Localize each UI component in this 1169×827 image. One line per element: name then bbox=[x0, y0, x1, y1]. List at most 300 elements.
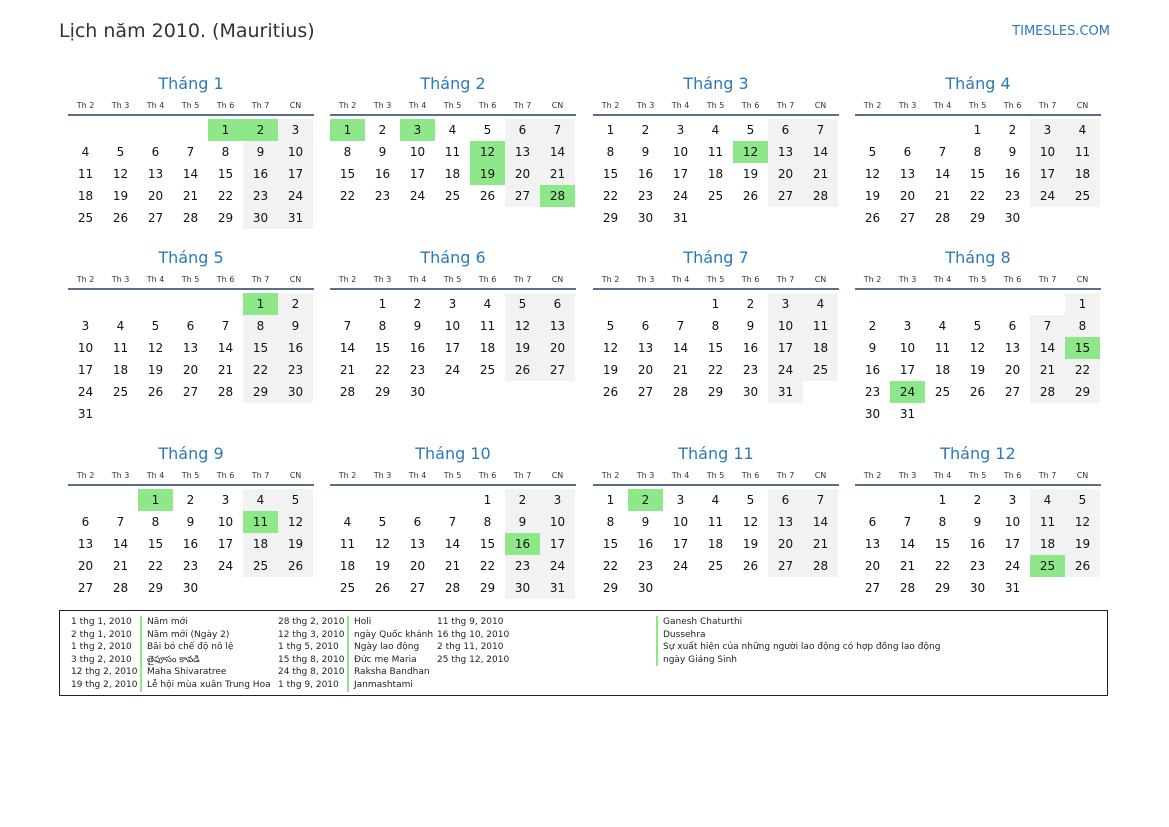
day-cell: 25 bbox=[339, 581, 356, 595]
weekday-label: CN bbox=[1076, 471, 1089, 480]
weekday-label: Th 4 bbox=[146, 275, 165, 284]
month-title: Tháng 8 bbox=[945, 248, 1011, 267]
day-cell: 6 bbox=[768, 489, 803, 511]
day-cell: 7 bbox=[540, 119, 575, 141]
day-cell: 28 bbox=[934, 211, 951, 225]
week-row bbox=[855, 403, 1101, 425]
day-cell: 31 bbox=[768, 381, 803, 403]
day-cell: 27 bbox=[637, 385, 654, 399]
day-cell: 18 bbox=[1030, 533, 1065, 555]
weekday-label: Th 6 bbox=[741, 101, 760, 110]
weekday-label: Th 5 bbox=[443, 101, 462, 110]
day-cell: 7 bbox=[116, 515, 125, 529]
day-cell: 15 bbox=[479, 537, 496, 551]
legend-date: 24 thg 8, 2010 bbox=[278, 667, 345, 678]
empty-cell bbox=[698, 577, 733, 599]
weekday-label: Th 7 bbox=[513, 471, 532, 480]
day-cell: 31 bbox=[672, 211, 689, 225]
day-cell: 20 bbox=[1004, 363, 1021, 377]
week-row bbox=[855, 119, 1101, 141]
day-cell: 16 bbox=[864, 363, 881, 377]
weekday-label: Th 2 bbox=[601, 471, 620, 480]
day-cell: 11 bbox=[77, 167, 94, 181]
weekday-label: Th 7 bbox=[1038, 275, 1057, 284]
day-cell: 15 bbox=[339, 167, 356, 181]
day-cell: 29 bbox=[707, 385, 724, 399]
holiday-day: 19 bbox=[470, 163, 505, 185]
day-cell: 1 bbox=[711, 297, 720, 311]
legend-date: 11 thg 9, 2010 bbox=[437, 617, 504, 627]
week-row bbox=[68, 555, 314, 577]
day-cell: 22 bbox=[602, 189, 619, 203]
day-cell: 29 bbox=[374, 385, 391, 399]
legend-column bbox=[71, 616, 271, 692]
day-cell: 9 bbox=[1008, 145, 1017, 159]
day-cell: 23 bbox=[278, 359, 313, 381]
weekday-header bbox=[593, 468, 839, 486]
week-row bbox=[68, 185, 314, 207]
day-cell: 23 bbox=[637, 559, 654, 573]
day-cell: 11 bbox=[339, 537, 356, 551]
weekday-label: Th 4 bbox=[408, 275, 427, 284]
day-cell: 27 bbox=[768, 555, 803, 577]
day-cell: 3 bbox=[676, 493, 685, 507]
weekday-label: Th 6 bbox=[216, 101, 235, 110]
weekday-label: Th 6 bbox=[478, 471, 497, 480]
week-row bbox=[593, 381, 839, 403]
day-cell: 28 bbox=[803, 185, 838, 207]
day-cell: 14 bbox=[339, 341, 356, 355]
legend-item bbox=[278, 641, 433, 654]
week-row bbox=[593, 163, 839, 185]
day-cell: 7 bbox=[221, 319, 230, 333]
day-cell: 3 bbox=[1030, 119, 1065, 141]
holiday-day: 15 bbox=[1065, 337, 1100, 359]
day-cell: 1 bbox=[378, 297, 387, 311]
weekday-label: Th 6 bbox=[478, 101, 497, 110]
day-cell: 3 bbox=[540, 489, 575, 511]
day-cell: 9 bbox=[378, 145, 387, 159]
month-title: Tháng 10 bbox=[415, 444, 491, 463]
empty-cell bbox=[173, 293, 208, 315]
day-cell: 10 bbox=[672, 145, 689, 159]
day-cell: 25 bbox=[707, 189, 724, 203]
weekday-label: Th 2 bbox=[601, 275, 620, 284]
day-cell: 1 bbox=[483, 493, 492, 507]
day-cell: 22 bbox=[969, 189, 986, 203]
day-cell: 3 bbox=[903, 319, 912, 333]
day-cell: 26 bbox=[602, 385, 619, 399]
weekday-label: Th 4 bbox=[408, 101, 427, 110]
day-cell: 20 bbox=[899, 189, 916, 203]
day-cell: 23 bbox=[969, 559, 986, 573]
day-cell: 12 bbox=[742, 515, 759, 529]
legend-date: 25 thg 12, 2010 bbox=[437, 654, 510, 665]
day-cell: 15 bbox=[602, 537, 619, 551]
day-cell: 24 bbox=[1004, 559, 1021, 573]
day-cell: 16 bbox=[243, 163, 278, 185]
legend-item bbox=[71, 666, 271, 679]
legend-holiday-name: Năm mới bbox=[140, 616, 188, 629]
empty-cell bbox=[278, 403, 313, 425]
weekday-header bbox=[855, 98, 1101, 116]
day-cell: 7 bbox=[938, 145, 947, 159]
day-cell: 4 bbox=[938, 319, 947, 333]
holiday-legend bbox=[59, 610, 1108, 696]
site-link[interactable]: TIMESLES.COM bbox=[1012, 24, 1110, 39]
legend-column bbox=[278, 616, 433, 692]
week-row bbox=[330, 315, 576, 337]
month-title: Tháng 4 bbox=[945, 74, 1011, 93]
weekday-label: Th 6 bbox=[1003, 101, 1022, 110]
day-cell: 17 bbox=[1004, 537, 1021, 551]
day-cell: 20 bbox=[147, 189, 164, 203]
legend-date: 1 thg 9, 2010 bbox=[278, 679, 339, 690]
week-row bbox=[593, 533, 839, 555]
weekday-label: Th 3 bbox=[898, 101, 917, 110]
legend-date: 15 thg 8, 2010 bbox=[278, 654, 345, 665]
month-block bbox=[593, 73, 839, 229]
day-cell: 27 bbox=[182, 385, 199, 399]
day-cell: 5 bbox=[278, 489, 313, 511]
day-cell: 20 bbox=[768, 163, 803, 185]
day-cell: 17 bbox=[672, 167, 689, 181]
day-cell: 5 bbox=[378, 515, 387, 529]
week-row bbox=[855, 489, 1101, 511]
weekday-label: Th 7 bbox=[513, 101, 532, 110]
week-row bbox=[855, 185, 1101, 207]
weekday-label: Th 5 bbox=[706, 471, 725, 480]
day-cell: 7 bbox=[803, 119, 838, 141]
day-cell: 31 bbox=[899, 407, 916, 421]
day-cell: 16 bbox=[374, 167, 391, 181]
week-row bbox=[855, 533, 1101, 555]
day-cell: 16 bbox=[1004, 167, 1021, 181]
legend-holiday-name: Bãi bỏ chế độ nô lệ bbox=[140, 641, 233, 654]
day-cell: 12 bbox=[278, 511, 313, 533]
weekday-header bbox=[68, 468, 314, 486]
day-cell: 3 bbox=[1008, 493, 1017, 507]
day-cell: 8 bbox=[711, 319, 720, 333]
weekday-label: Th 5 bbox=[181, 471, 200, 480]
week-row bbox=[68, 577, 314, 599]
day-cell: 30 bbox=[1004, 211, 1021, 225]
weekday-label: Th 2 bbox=[76, 101, 95, 110]
legend-item bbox=[71, 679, 271, 692]
empty-cell bbox=[733, 577, 768, 599]
day-cell: 25 bbox=[243, 555, 278, 577]
day-cell: 2 bbox=[1008, 123, 1017, 137]
weekday-label: Th 6 bbox=[1003, 471, 1022, 480]
day-cell: 6 bbox=[81, 515, 90, 529]
day-cell: 30 bbox=[243, 207, 278, 229]
week-row bbox=[330, 577, 576, 599]
weekday-label: Th 4 bbox=[671, 101, 690, 110]
day-cell: 6 bbox=[768, 119, 803, 141]
empty-cell bbox=[1030, 577, 1065, 599]
day-cell: 6 bbox=[540, 293, 575, 315]
empty-cell bbox=[400, 489, 435, 511]
day-cell: 26 bbox=[742, 189, 759, 203]
weekday-label: Th 3 bbox=[898, 275, 917, 284]
day-cell: 23 bbox=[742, 363, 759, 377]
weekday-label: Th 3 bbox=[636, 101, 655, 110]
day-cell: 6 bbox=[186, 319, 195, 333]
weekday-label: Th 5 bbox=[968, 275, 987, 284]
day-cell: 16 bbox=[409, 341, 426, 355]
weekday-label: Th 2 bbox=[338, 101, 357, 110]
weekday-header bbox=[68, 272, 314, 290]
day-cell: 4 bbox=[81, 145, 90, 159]
empty-cell bbox=[995, 293, 1030, 315]
day-cell: 20 bbox=[505, 163, 540, 185]
empty-cell bbox=[768, 207, 803, 229]
day-cell: 4 bbox=[803, 293, 838, 315]
day-cell: 14 bbox=[540, 141, 575, 163]
day-cell: 18 bbox=[1065, 163, 1100, 185]
day-cell: 5 bbox=[116, 145, 125, 159]
week-row bbox=[68, 315, 314, 337]
legend-item bbox=[437, 654, 940, 667]
empty-cell bbox=[855, 293, 890, 315]
week-row bbox=[330, 359, 576, 381]
day-cell: 19 bbox=[1065, 533, 1100, 555]
day-cell: 5 bbox=[868, 145, 877, 159]
day-cell: 13 bbox=[1004, 341, 1021, 355]
day-cell: 18 bbox=[243, 533, 278, 555]
month-title: Tháng 2 bbox=[420, 74, 486, 93]
empty-cell bbox=[173, 403, 208, 425]
day-cell: 7 bbox=[803, 489, 838, 511]
legend-date: 1 thg 5, 2010 bbox=[278, 642, 339, 653]
day-cell: 22 bbox=[934, 559, 951, 573]
weekday-label: Th 4 bbox=[146, 471, 165, 480]
day-cell: 17 bbox=[1030, 163, 1065, 185]
day-cell: 4 bbox=[1030, 489, 1065, 511]
legend-date: 28 thg 2, 2010 bbox=[278, 617, 345, 627]
legend-holiday-name: Dussehra bbox=[656, 629, 705, 642]
day-cell: 17 bbox=[444, 341, 461, 355]
day-cell: 30 bbox=[182, 581, 199, 595]
month-title: Tháng 6 bbox=[420, 248, 486, 267]
day-cell: 19 bbox=[864, 189, 881, 203]
month-block bbox=[593, 247, 839, 403]
legend-item bbox=[278, 616, 433, 629]
month-title: Tháng 5 bbox=[158, 248, 224, 267]
week-row bbox=[855, 555, 1101, 577]
day-cell: 11 bbox=[444, 145, 461, 159]
day-cell: 9 bbox=[505, 511, 540, 533]
empty-cell bbox=[803, 207, 838, 229]
weekday-label: CN bbox=[551, 101, 564, 110]
day-cell: 23 bbox=[374, 189, 391, 203]
day-cell: 13 bbox=[409, 537, 426, 551]
empty-cell bbox=[505, 381, 540, 403]
day-cell: 4 bbox=[116, 319, 125, 333]
legend-date: 2 thg 1, 2010 bbox=[71, 629, 132, 640]
day-cell: 27 bbox=[147, 211, 164, 225]
empty-cell bbox=[995, 403, 1030, 425]
day-cell: 25 bbox=[77, 211, 94, 225]
legend-item bbox=[278, 629, 433, 642]
day-cell: 26 bbox=[864, 211, 881, 225]
weekday-label: Th 5 bbox=[443, 471, 462, 480]
day-cell: 12 bbox=[505, 315, 540, 337]
day-cell: 2 bbox=[973, 493, 982, 507]
week-row bbox=[330, 511, 576, 533]
legend-date: 2 thg 11, 2010 bbox=[437, 642, 504, 653]
day-cell: 27 bbox=[1004, 385, 1021, 399]
holiday-day: 25 bbox=[1030, 555, 1065, 577]
day-cell: 25 bbox=[112, 385, 129, 399]
month-title: Tháng 12 bbox=[940, 444, 1016, 463]
legend-holiday-name: Đức mẹ Maria bbox=[347, 654, 417, 667]
day-cell: 10 bbox=[672, 515, 689, 529]
day-cell: 21 bbox=[112, 559, 129, 573]
legend-holiday-name: Maha Shivaratree bbox=[140, 666, 226, 679]
day-cell: 19 bbox=[602, 363, 619, 377]
day-cell: 4 bbox=[711, 493, 720, 507]
day-cell: 11 bbox=[479, 319, 496, 333]
week-row bbox=[68, 511, 314, 533]
legend-date: 1 thg 1, 2010 bbox=[71, 617, 132, 627]
day-cell: 19 bbox=[147, 363, 164, 377]
day-cell: 13 bbox=[637, 341, 654, 355]
day-cell: 22 bbox=[243, 359, 278, 381]
day-cell: 24 bbox=[672, 559, 689, 573]
holiday-day: 12 bbox=[733, 141, 768, 163]
empty-cell bbox=[628, 293, 663, 315]
empty-cell bbox=[138, 119, 173, 141]
day-cell: 21 bbox=[540, 163, 575, 185]
day-cell: 18 bbox=[339, 559, 356, 573]
day-cell: 29 bbox=[602, 211, 619, 225]
weekday-header bbox=[330, 272, 576, 290]
day-cell: 10 bbox=[77, 341, 94, 355]
empty-cell bbox=[173, 119, 208, 141]
day-cell: 21 bbox=[672, 363, 689, 377]
week-row bbox=[68, 359, 314, 381]
day-cell: 8 bbox=[243, 315, 278, 337]
legend-holiday-name: Sự xuất hiện của những người lao động có hợp đồng lao động bbox=[656, 641, 940, 654]
empty-cell bbox=[925, 293, 960, 315]
weekday-header bbox=[68, 98, 314, 116]
week-row bbox=[593, 207, 839, 229]
weekday-label: Th 6 bbox=[216, 275, 235, 284]
day-cell: 11 bbox=[1030, 511, 1065, 533]
holiday-day: 11 bbox=[243, 511, 278, 533]
day-cell: 17 bbox=[217, 537, 234, 551]
holiday-day: 1 bbox=[138, 489, 173, 511]
week-row bbox=[593, 337, 839, 359]
empty-cell bbox=[1065, 577, 1100, 599]
week-row bbox=[330, 381, 576, 403]
day-cell: 18 bbox=[112, 363, 129, 377]
weekday-label: Th 7 bbox=[776, 471, 795, 480]
month-block bbox=[330, 73, 576, 207]
day-cell: 11 bbox=[707, 515, 724, 529]
day-cell: 17 bbox=[278, 163, 313, 185]
week-row bbox=[593, 555, 839, 577]
month-block bbox=[855, 73, 1101, 229]
weekday-label: Th 2 bbox=[601, 101, 620, 110]
month-block bbox=[855, 443, 1101, 599]
weekday-label: Th 3 bbox=[636, 471, 655, 480]
day-cell: 13 bbox=[182, 341, 199, 355]
day-cell: 23 bbox=[243, 185, 278, 207]
day-cell: 14 bbox=[217, 341, 234, 355]
day-cell: 17 bbox=[77, 363, 94, 377]
empty-cell bbox=[138, 403, 173, 425]
day-cell: 4 bbox=[448, 123, 457, 137]
day-cell: 23 bbox=[864, 385, 881, 399]
day-cell: 14 bbox=[899, 537, 916, 551]
weekday-header bbox=[330, 468, 576, 486]
week-row bbox=[593, 119, 839, 141]
day-cell: 30 bbox=[637, 211, 654, 225]
month-block bbox=[593, 443, 839, 599]
day-cell: 8 bbox=[973, 145, 982, 159]
weekday-label: Th 7 bbox=[251, 275, 270, 284]
day-cell: 17 bbox=[540, 533, 575, 555]
week-row bbox=[593, 315, 839, 337]
day-cell: 30 bbox=[409, 385, 426, 399]
weekday-label: CN bbox=[814, 101, 827, 110]
weekday-header bbox=[593, 272, 839, 290]
weekday-header bbox=[855, 468, 1101, 486]
day-cell: 3 bbox=[676, 123, 685, 137]
week-row bbox=[330, 141, 576, 163]
day-cell: 21 bbox=[182, 189, 199, 203]
day-cell: 22 bbox=[1065, 359, 1100, 381]
holiday-day: 1 bbox=[330, 119, 365, 141]
week-row bbox=[855, 141, 1101, 163]
day-cell: 10 bbox=[1030, 141, 1065, 163]
day-cell: 5 bbox=[973, 319, 982, 333]
day-cell: 21 bbox=[803, 163, 838, 185]
week-row bbox=[855, 359, 1101, 381]
day-cell: 27 bbox=[409, 581, 426, 595]
day-cell: 14 bbox=[444, 537, 461, 551]
weekday-label: Th 7 bbox=[251, 101, 270, 110]
day-cell: 17 bbox=[768, 337, 803, 359]
legend-item bbox=[278, 679, 433, 692]
day-cell: 4 bbox=[1065, 119, 1100, 141]
weekday-label: Th 4 bbox=[933, 101, 952, 110]
empty-cell bbox=[243, 577, 278, 599]
day-cell: 21 bbox=[899, 559, 916, 573]
day-cell: 2 bbox=[868, 319, 877, 333]
empty-cell bbox=[243, 403, 278, 425]
day-cell: 27 bbox=[864, 581, 881, 595]
week-row bbox=[855, 381, 1101, 403]
day-cell: 2 bbox=[413, 297, 422, 311]
day-cell: 15 bbox=[969, 167, 986, 181]
empty-cell bbox=[733, 207, 768, 229]
day-cell: 15 bbox=[217, 167, 234, 181]
empty-cell bbox=[925, 403, 960, 425]
week-row bbox=[593, 141, 839, 163]
day-cell: 15 bbox=[602, 167, 619, 181]
weekday-label: Th 5 bbox=[181, 275, 200, 284]
week-row bbox=[330, 337, 576, 359]
day-cell: 31 bbox=[540, 577, 575, 599]
day-cell: 17 bbox=[899, 363, 916, 377]
holiday-day: 3 bbox=[400, 119, 435, 141]
month-title: Tháng 7 bbox=[683, 248, 749, 267]
day-cell: 8 bbox=[221, 145, 230, 159]
holiday-day: 12 bbox=[470, 141, 505, 163]
